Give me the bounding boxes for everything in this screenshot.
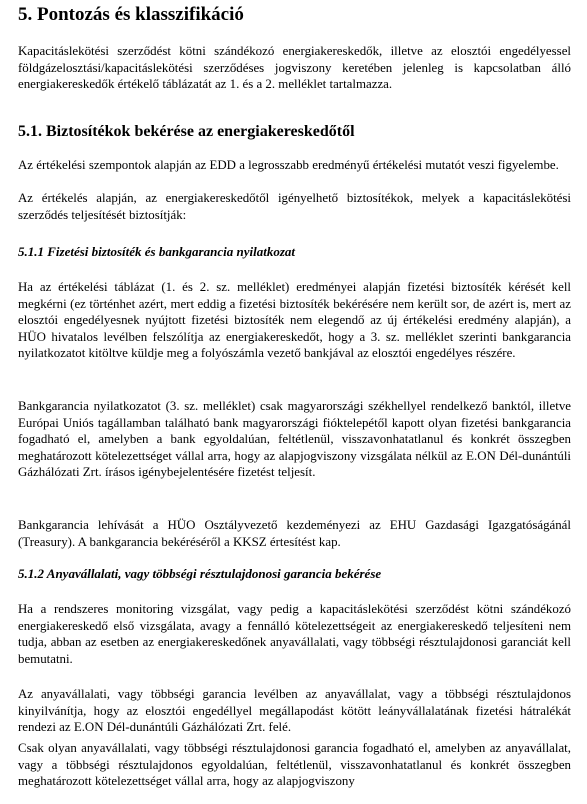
paragraph-5-1-2-a: Ha a rendszeres monitoring vizsgálat, vagy pedig a kapacitáslekötési szerződést kötni szándékozó energiakereskedő első vizsgálata, avagy a fennálló kötelezettségeit az energiakereskedő teljesíteni nem tudja, abban az esetben az energiakereskedőnek anyavállalati, vagy többségi résztulajdonosi garanciát kell bemutatni. <box>18 602 571 666</box>
intro-paragraph: Kapacitáslekötési szerződést kötni szándékozó energiakereskedők, illetve az elosztói engedélyessel földgázelosztási/kapacitáslekötési szerződéses jogviszony keretében jelenleg is kapcsolatban álló energiakereskedők értékelő táblázatát az 1. és a 2. melléklet tartalmazza. <box>18 44 571 91</box>
paragraph-5-1-1-c: Bankgarancia lehívását a HÜO Osztályvezető kezdeményezi az EHU Gazdasági Igazgatóságánál (Treasury). A bankgarancia bekéréséről a KKSZ értesítést kap. <box>18 518 571 549</box>
paragraph-5-1-1-b: Bankgarancia nyilatkozatot (3. sz. melléklet) csak magyarországi székhellyel rendelkező banktól, illetve Európai Uniós tagállamban található bank magyarországi fióktelepétől kapott olyan fizetési bankgarancia fogadható el, amelyben a bank egyoldalúan, feltétlenül, visszavonhatatlanul és konkrét összegben meghatározott kötelezettséget vállal arra, hogy az alapjogviszony vizsgálata nélkül az E.ON Dél-dunántúli Gázhálózati Zrt. írásos igénybejelentésére fizetést teljesít. <box>18 399 571 479</box>
subsection-title-5-1-1: 5.1.1 Fizetési biztosíték és bankgarancia nyilatkozat <box>18 244 295 259</box>
paragraph-5-1-2-b: Az anyavállalati, vagy többségi garancia levélben az anyavállalat, vagy a többségi résztulajdonos kinyilvánítja, hogy az elosztói engedéllyel megállapodást kötött leányvállalatának fizetési hátralékát rendezi az E.ON Dél-dunántúli Gázhálózati Zrt. felé. <box>18 687 571 734</box>
subsection-title-5-1: 5.1. Biztosítékok bekérése az energiakereskedőtől <box>18 123 355 140</box>
paragraph-5-1-2-c: Csak olyan anyavállalati, vagy többségi résztulajdonosi garancia fogadható el, amelyben az anyavállalat, vagy a többségi résztulajdonos egyoldalúan, feltétlenül, visszavonhatatlanul és konkrét összegben meghatározott kötelezettséget vállal arra, hogy az alapjogviszony <box>18 741 571 788</box>
section-title: 5. Pontozás és klasszifikáció <box>18 4 244 25</box>
subsection-title-5-1-2: 5.1.2 Anyavállalati, vagy többségi résztulajdonosi garancia bekérése <box>18 566 382 581</box>
paragraph-5-1-b: Az értékelés alapján, az energiakereskedőtől igényelhető biztosítékok, melyek a kapacitáslekötési szerződés teljesítését biztosítják: <box>18 191 571 222</box>
paragraph-5-1-a: Az értékelési szempontok alapján az EDD a legrosszabb eredményű értékelési mutatót veszi figyelembe. <box>18 158 559 172</box>
paragraph-5-1-1-a: Ha az értékelési táblázat (1. és 2. sz. melléklet) eredményei alapján fizetési biztosíték kérését kell megkérni (ez történhet azért, mert eddig a fizetési biztosíték bekérésére nem került sor, de azért is, mert az elosztói engedélyesnek nyújtott fizetési biztosíték nem elegendő az új értékelési eredmény alapján), a HÜO hivatalos levélben felszólítja az energiakereskedőt, hogy a 3. sz. melléklet szerinti bankgarancia nyilatkozatot kitöltve küldje meg a folyószámla vezető bankjával az elosztói engedélyes részére. <box>18 280 571 360</box>
